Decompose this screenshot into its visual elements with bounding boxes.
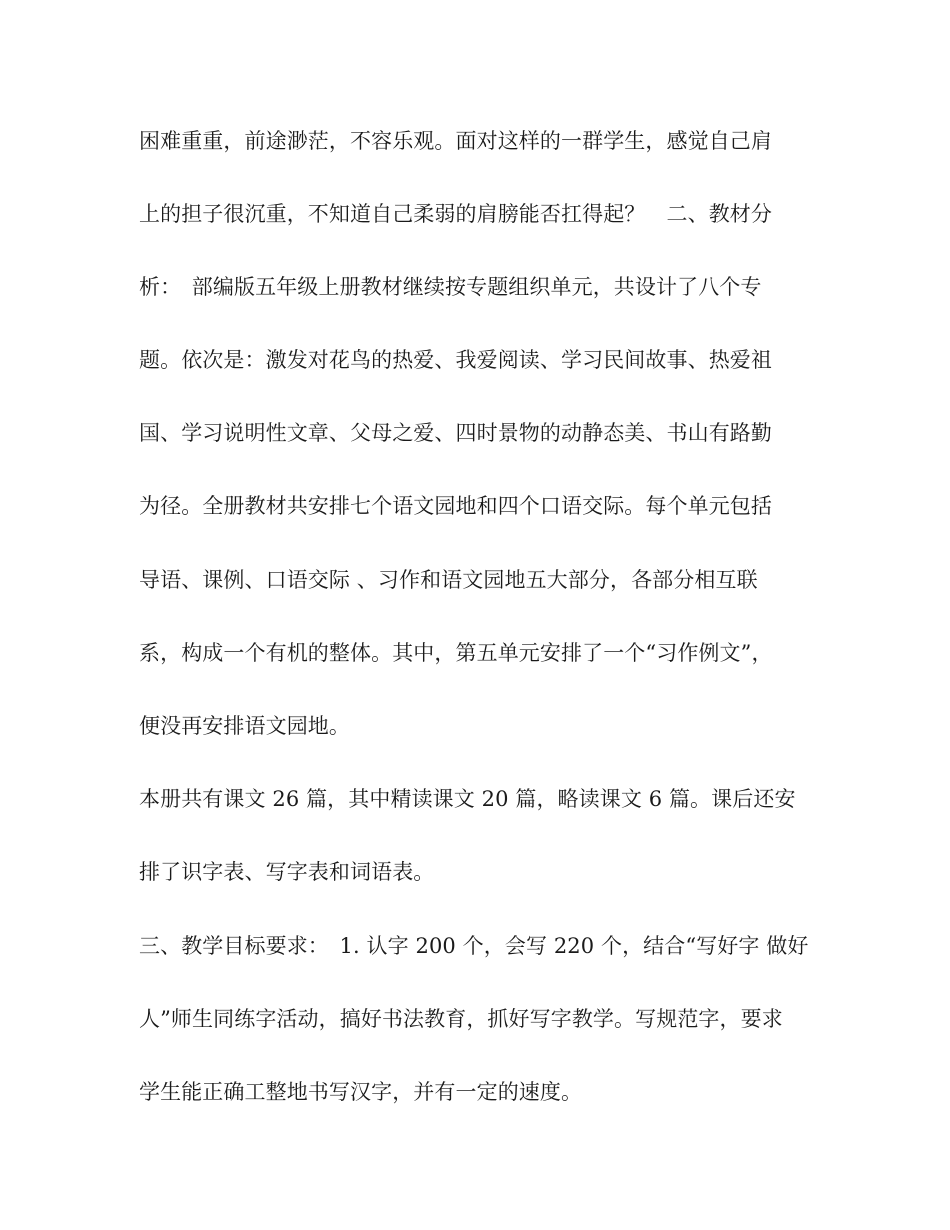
text-line: 题。依次是：激发对花鸟的热爱、我爱阅读、学习民间故事、热爱祖 bbox=[139, 348, 772, 372]
text-line: 析： 部编版五年级上册教材继续按专题组织单元，共设计了八个专 bbox=[139, 275, 762, 299]
text-line: 学生能正确工整地书写汉字，并有一定的速度。 bbox=[139, 1080, 583, 1104]
text-line: 上的担子很沉重，不知道自己柔弱的肩膀能否扛得起？ 二、教材分 bbox=[139, 202, 772, 226]
text-line: 便没再安排语文园地。 bbox=[139, 714, 350, 738]
text-line: 三、教学目标要求： 1. 认字 200 个，会写 220 个，结合“写好字 做好 bbox=[139, 934, 809, 958]
text-line: 导语、课例、口语交际 、习作和语文园地五大部分，各部分相互联 bbox=[139, 568, 758, 592]
text-line: 排了识字表、写字表和词语表。 bbox=[139, 860, 435, 884]
text-line: 为径。全册教材共安排七个语文园地和四个口语交际。每个单元包括 bbox=[139, 494, 772, 518]
text-line: 国、学习说明性文章、父母之爱、四时景物的动静态美、书山有路勤 bbox=[139, 421, 772, 445]
text-line: 人”师生同练字活动，搞好书法教育，抓好写字教学。写规范字，要求 bbox=[139, 1007, 783, 1031]
text-line: 本册共有课文 26 篇，其中精读课文 20 篇，略读课文 6 篇。课后还安 bbox=[139, 787, 796, 811]
text-line: 困难重重，前途渺茫，不容乐观。面对这样的一群学生，感觉自己肩 bbox=[139, 129, 772, 153]
text-line: 系，构成一个有机的整体。其中，第五单元安排了一个“习作例文”， bbox=[139, 641, 773, 665]
